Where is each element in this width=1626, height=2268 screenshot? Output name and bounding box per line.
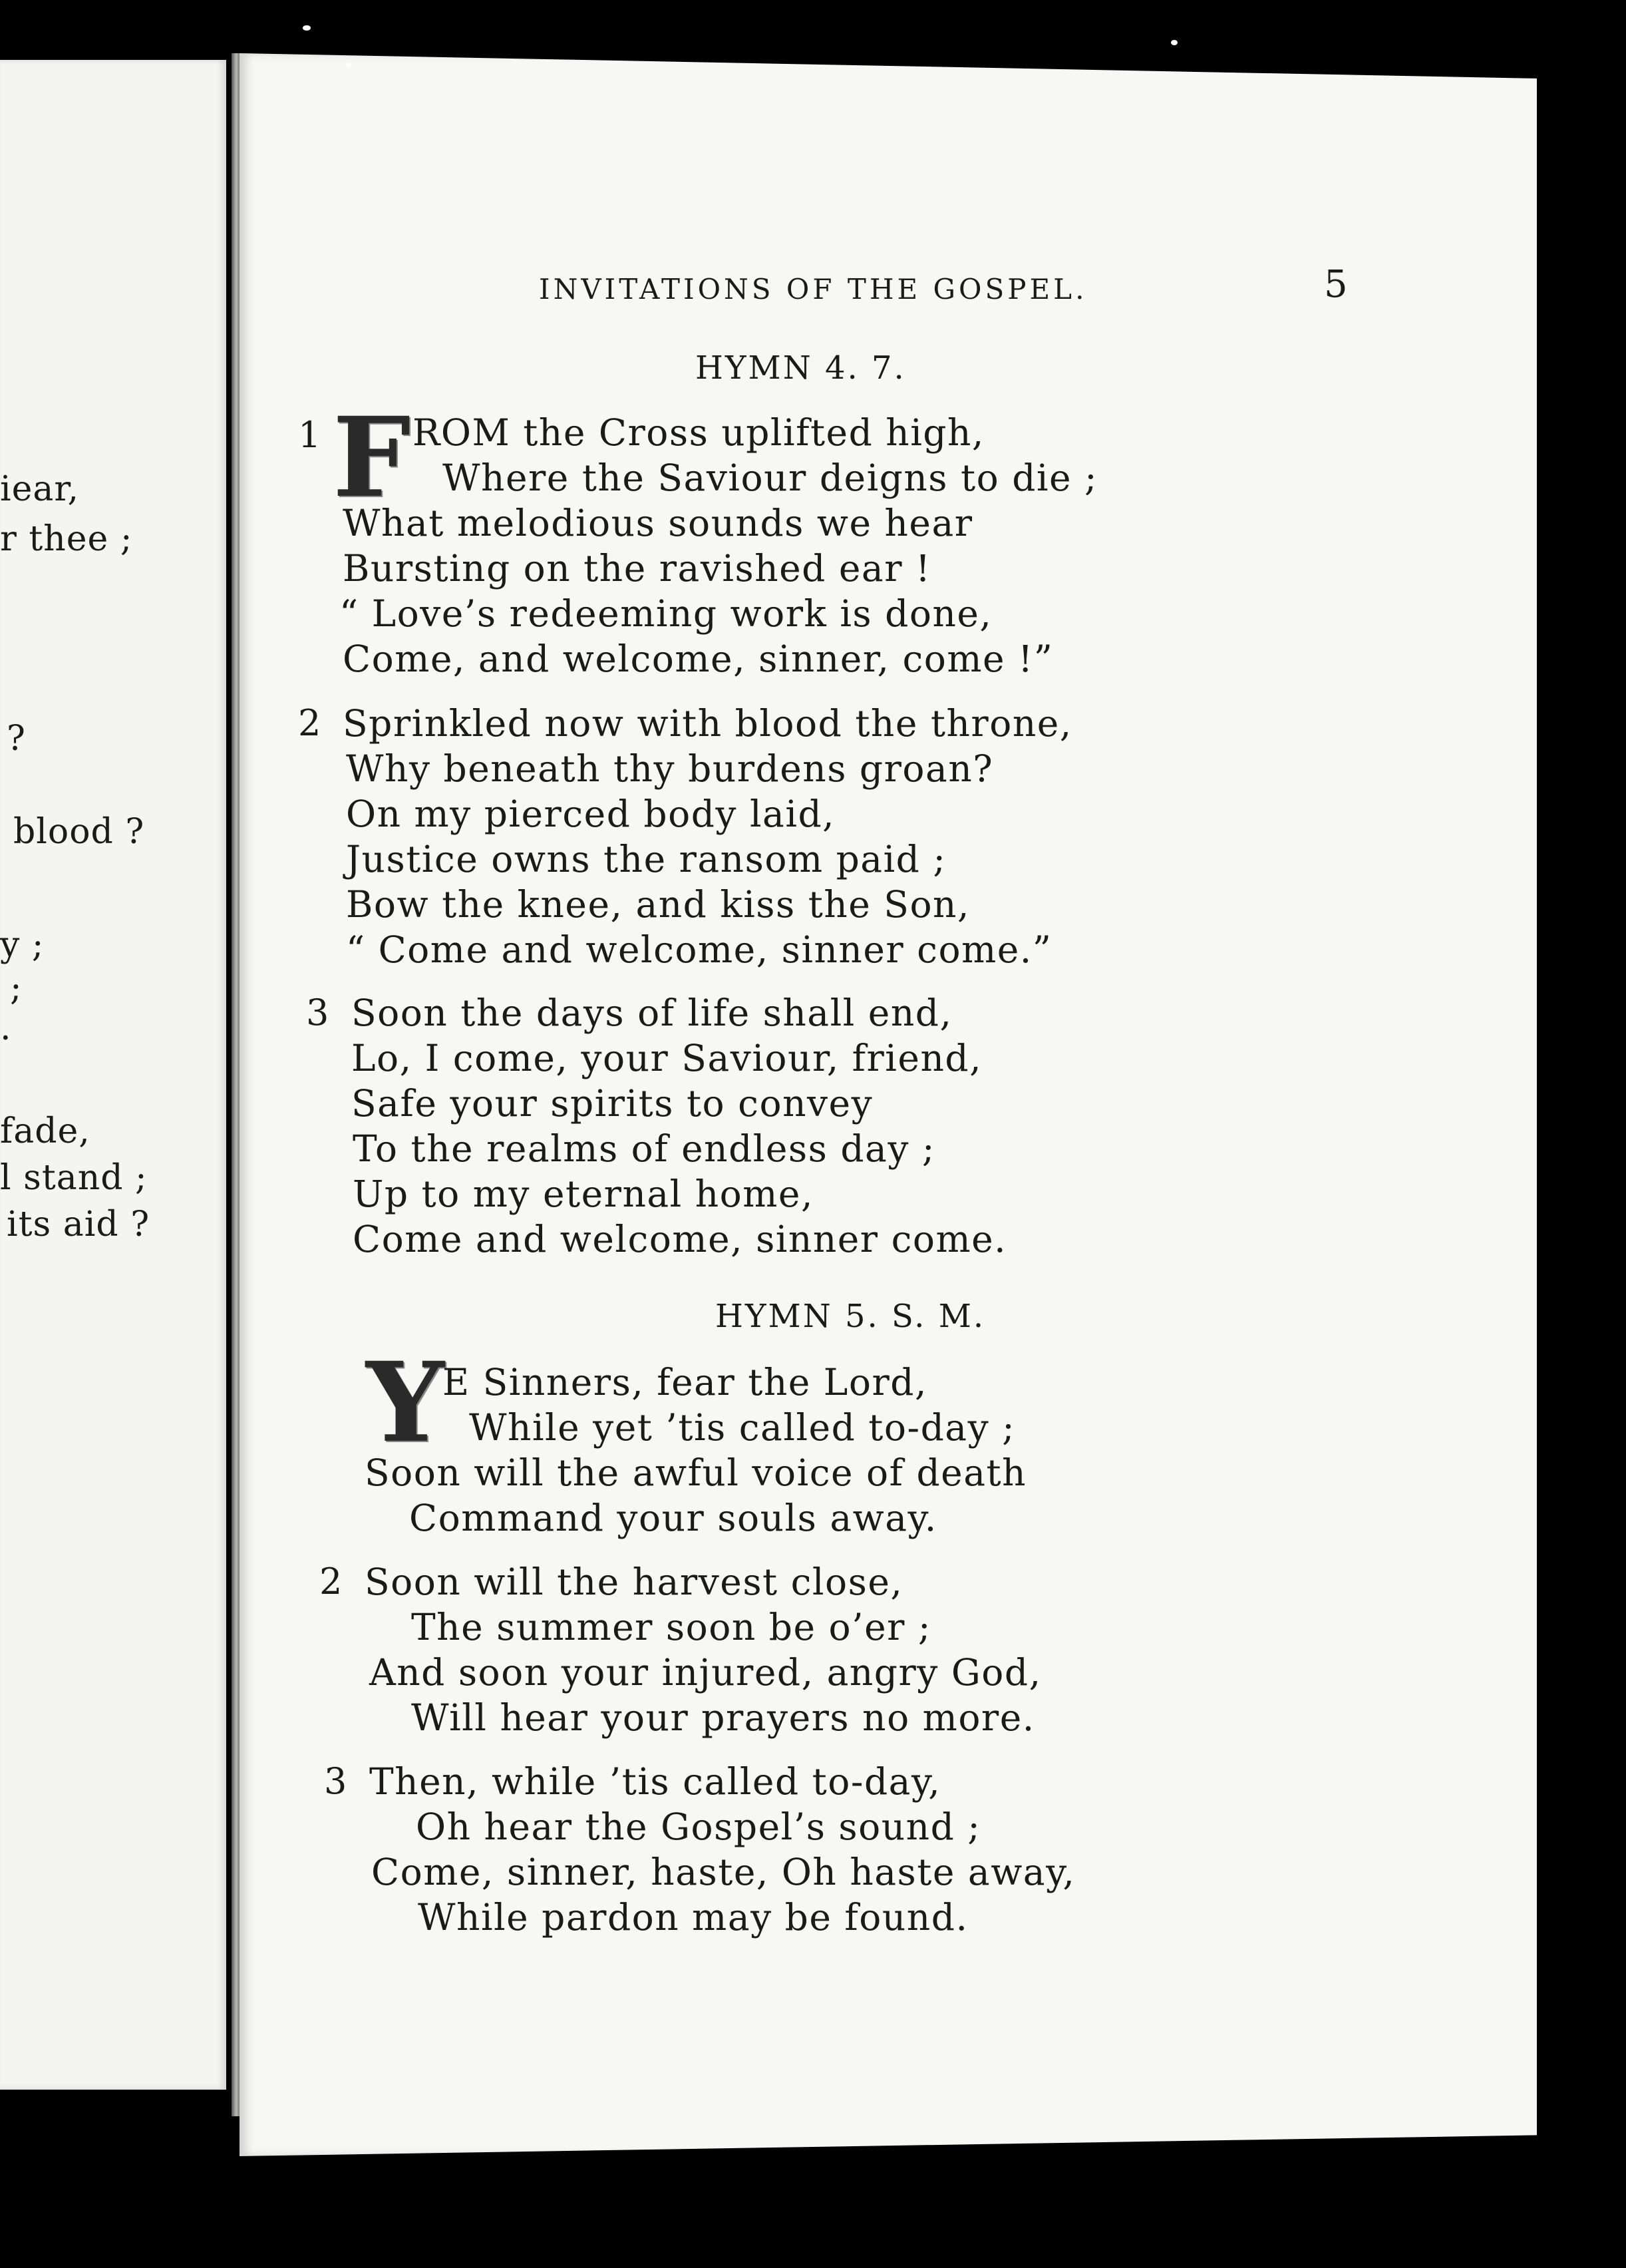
verse-number: 2 xyxy=(319,1561,343,1603)
verse-line: To the realms of endless day ; xyxy=(353,1127,935,1170)
verse-line: Soon the days of life shall end, xyxy=(351,992,953,1034)
verse-line: Come, and welcome, sinner, come !” xyxy=(343,638,1054,680)
verse-line: Come and welcome, sinner come. xyxy=(353,1218,1007,1260)
verse-line: Justice owns the ransom paid ; xyxy=(346,838,947,880)
running-head: INVITATIONS OF THE GOSPEL. xyxy=(539,273,1088,305)
left-fragment: . xyxy=(0,1008,12,1048)
left-fragment: blood ? xyxy=(13,812,145,852)
drop-cap: F xyxy=(333,393,411,522)
left-fragment: fade, xyxy=(0,1111,90,1151)
verse-line: What melodious sounds we hear xyxy=(343,502,973,544)
hymn-title: HYMN 5. S. M. xyxy=(715,1298,986,1335)
verse-number: 2 xyxy=(298,702,321,744)
verse-line: The summer soon be o’er ; xyxy=(411,1606,931,1648)
verse-line: While pardon may be found. xyxy=(418,1896,969,1939)
verse-line: “ Come and welcome, sinner come.” xyxy=(346,928,1053,971)
verse-line: Why beneath thy burdens groan? xyxy=(346,747,994,790)
verse-line: Soon will the awful voice of death xyxy=(365,1451,1027,1494)
left-fragment: its aid ? xyxy=(7,1205,150,1244)
left-fragment: r thee ; xyxy=(0,519,133,559)
hymn-title: HYMN 4. 7. xyxy=(695,349,906,387)
left-fragment: l stand ; xyxy=(0,1158,148,1198)
verse-line: ROM the Cross uplifted high, xyxy=(412,411,985,454)
verse-line: Command your souls away. xyxy=(409,1497,937,1539)
book-gutter xyxy=(232,53,241,2116)
verse-line: Sprinkled now with blood the throne, xyxy=(343,702,1072,745)
dust-speck xyxy=(303,25,311,31)
verse-line: While yet ’tis called to-day ; xyxy=(469,1406,1016,1449)
verse-line: Safe your spirits to convey xyxy=(351,1082,874,1125)
verse-line: Oh hear the Gospel’s sound ; xyxy=(416,1805,981,1848)
left-fragment: ? xyxy=(7,719,26,759)
verse-line: Bow the knee, and kiss the Son, xyxy=(346,883,970,926)
left-fragment: ; xyxy=(10,968,23,1008)
verse-line: Up to my eternal home, xyxy=(353,1173,814,1215)
verse-line: Where the Saviour deigns to die ; xyxy=(442,457,1098,499)
left-fragment: iear, xyxy=(0,469,80,509)
verse-line: Soon will the harvest close, xyxy=(365,1561,903,1603)
verse-number: 1 xyxy=(298,414,321,456)
verse-line: Lo, I come, your Saviour, friend, xyxy=(351,1037,983,1079)
dust-speck xyxy=(346,63,351,67)
dust-speck xyxy=(1171,40,1178,45)
verse-line: E Sinners, fear the Lord, xyxy=(442,1361,927,1404)
verse-line: And soon your injured, angry God, xyxy=(369,1651,1042,1694)
verse-line: Come, sinner, haste, Oh haste away, xyxy=(371,1851,1076,1893)
left-page xyxy=(0,60,226,2090)
verse-number: 3 xyxy=(306,992,329,1034)
page-number: 5 xyxy=(1324,263,1348,306)
verse-number: 3 xyxy=(324,1760,347,1802)
verse-line: Bursting on the ravished ear ! xyxy=(343,547,931,590)
verse-line: Then, while ’tis called to-day, xyxy=(369,1760,941,1803)
verse-line: “ Love’s redeeming work is done, xyxy=(339,592,993,635)
drop-cap: Y xyxy=(366,1338,444,1467)
verse-line: On my pierced body laid, xyxy=(346,793,836,835)
verse-line: Will hear your prayers no more. xyxy=(411,1696,1035,1739)
left-fragment: y ; xyxy=(0,925,45,965)
